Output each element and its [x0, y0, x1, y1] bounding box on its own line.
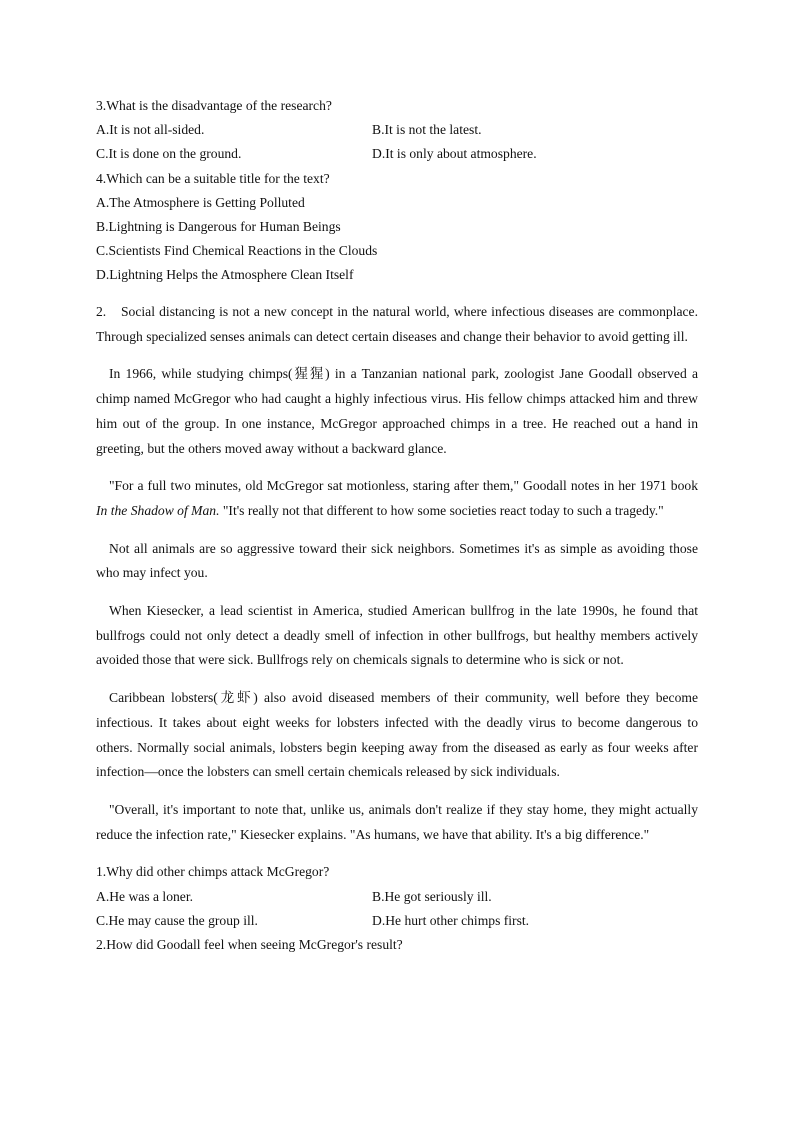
previous-passage-questions	[96, 94, 706, 288]
option-a: A.It is not all-sided.	[96, 122, 205, 138]
option-b: B.It is not the latest.	[372, 122, 482, 138]
option-c: C.It is done on the ground.	[96, 146, 242, 162]
passage-paragraph-3: "For a full two minutes, old McGregor sat motionless, staring after them," Goodall notes in her 1971 book In the Shadow of Man. "It's really not that different to how some societies react today to such a tragedy."	[96, 478, 698, 518]
passage-number: 2.	[96, 304, 107, 319]
option-b: B.He got seriously ill.	[372, 888, 492, 904]
passage-paragraph-1: 2. Social distancing is not a new concept in the natural world, where infectious diseases are commonplace. Through specialized senses animals can detect certain diseases and change their behavior to avoid getting ill.	[96, 300, 698, 349]
book-title: In the Shadow of Man.	[96, 502, 220, 518]
question-1-options-row-1	[96, 885, 698, 909]
option-a: A.He was a loner.	[96, 888, 194, 904]
passage-paragraph-5: When Kiesecker, a lead scientist in America, studied American bullfrog in the late 1990s, he found that bullfrogs could not only detect a deadly smell of infection in other bullfrogs, but healthy members actively avoided those that were sick. Bullfrogs rely on chemicals signals to determine who is sick or not.	[96, 603, 698, 668]
option-d: D.It is only about atmosphere.	[372, 146, 537, 162]
question-1-stem: 1.Why did other chimps attack McGregor?	[96, 864, 330, 880]
question-3-options-row-2	[96, 142, 706, 166]
question-4-option-d: D.Lightning Helps the Atmosphere Clean Itself	[96, 267, 354, 283]
passage-paragraph-4: Not all animals are so aggressive toward their sick neighbors. Sometimes it's as simple as avoiding those who may infect you.	[96, 540, 698, 581]
passage-paragraph-6: Caribbean lobsters(龙虾) also avoid diseased members of their community, well before they become infectious. It takes about eight weeks for lobsters infected with the deadly virus to become dangerous to others. Normally social animals, lobsters begin keeping away from the diseased as early as four weeks after infection—once the lobsters can smell certain chemicals released by sick individuals.	[96, 690, 698, 780]
option-d: D.He hurt other chimps first.	[372, 912, 530, 928]
question-4-option-c: C.Scientists Find Chemical Reactions in the Clouds	[96, 243, 378, 259]
question-4-option-a: A.The Atmosphere is Getting Polluted	[96, 194, 305, 210]
passage-2	[96, 300, 698, 957]
question-3-options-row-1	[96, 118, 706, 142]
question-4-option-b: B.Lightning is Dangerous for Human Beings	[96, 219, 341, 235]
passage-paragraph-7: "Overall, it's important to note that, unlike us, animals don't realize if they stay home, they might actually reduce the infection rate," Kiesecker explains. "As humans, we have that ability. It's a big difference."	[96, 801, 698, 842]
question-4-stem: 4.Which can be a suitable title for the text?	[96, 170, 330, 186]
option-c: C.He may cause the group ill.	[96, 912, 258, 928]
passage-2-questions	[96, 860, 698, 957]
question-3-stem: 3.What is the disadvantage of the research?	[96, 98, 332, 113]
question-2-stem: 2.How did Goodall feel when seeing McGregor's result?	[96, 936, 403, 952]
passage-paragraph-2: In 1966, while studying chimps(猩猩) in a Tanzanian national park, zoologist Jane Goodall observed a chimp named McGregor who had caught a highly infectious virus. His fellow chimps attacked him and threw him out of the group. In one instance, McGregor approached chimps in a tree. He reached out a hand in greeting, but the others moved away without a backward glance.	[96, 366, 698, 456]
question-1-options-row-2	[96, 909, 698, 933]
